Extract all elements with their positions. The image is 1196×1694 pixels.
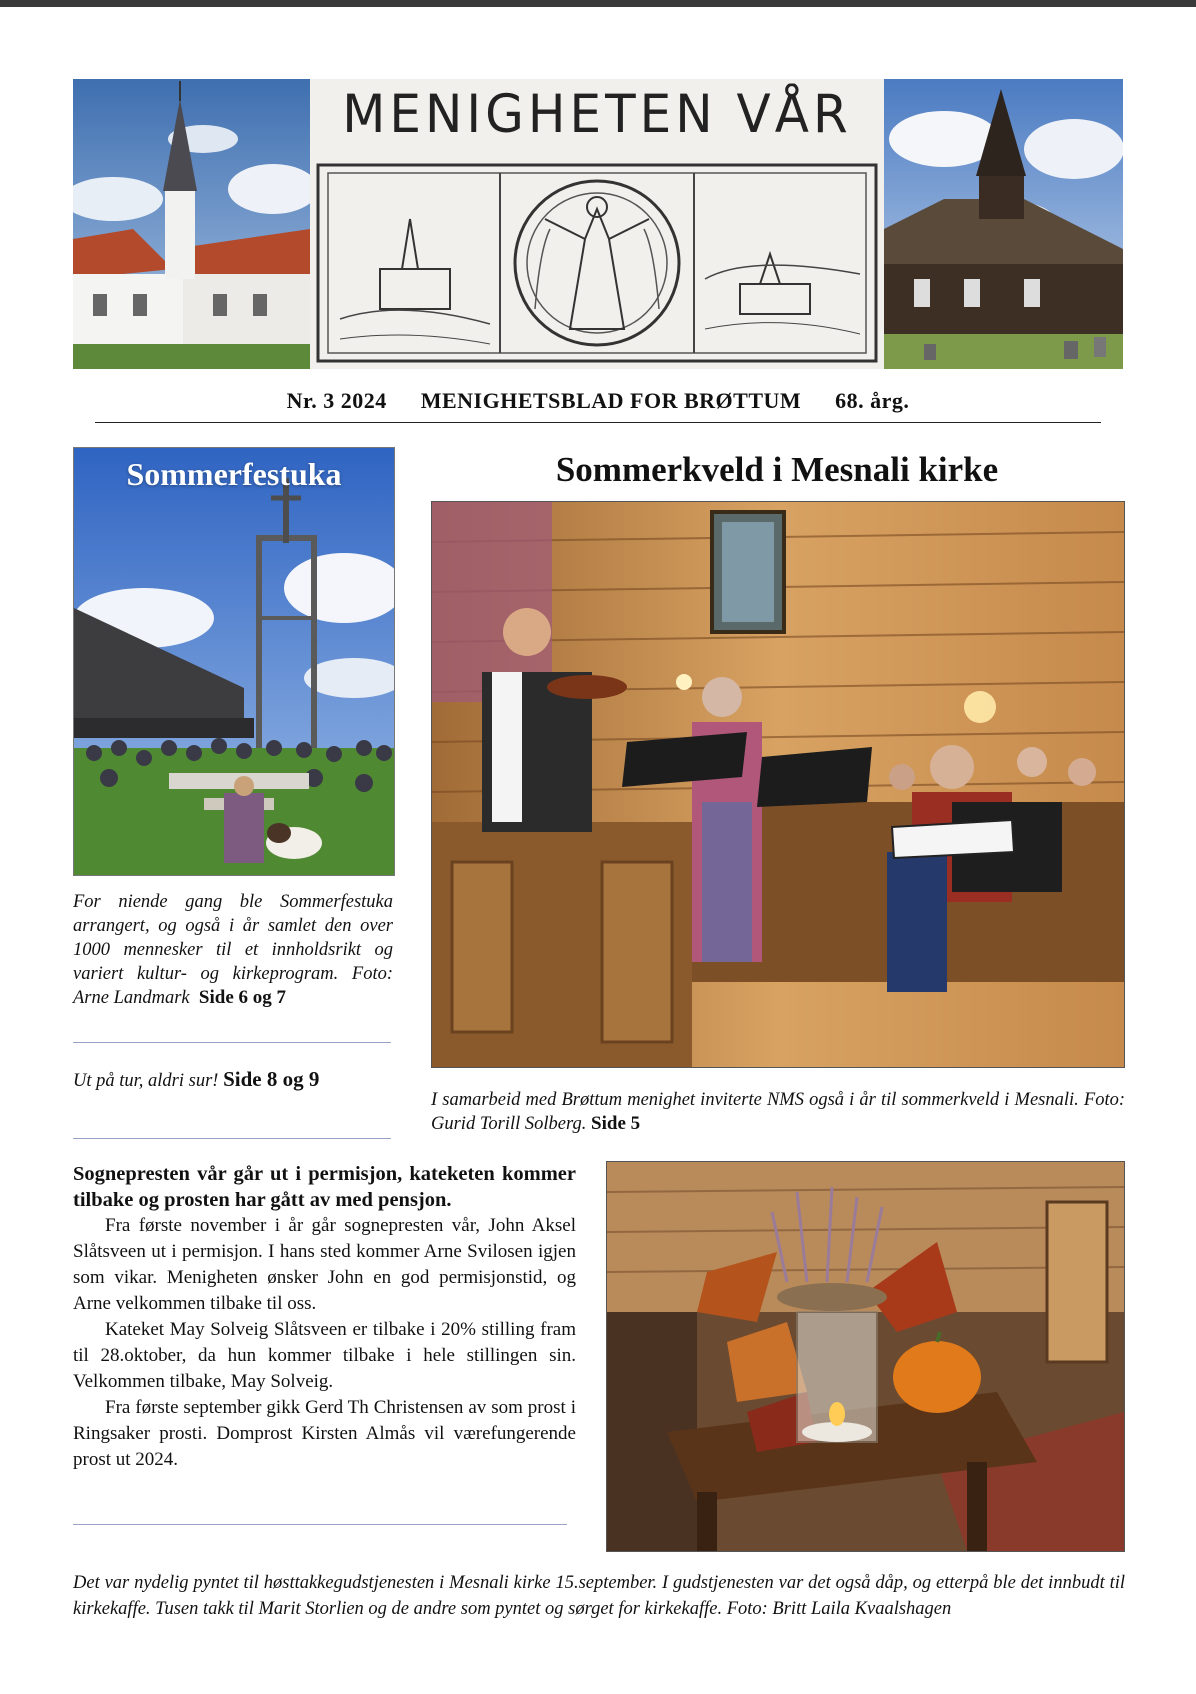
staff-news-article bbox=[73, 1161, 576, 1473]
main-story-caption-text: I samarbeid med Brøttum menighet inviterte NMS også i år til sommerkveld i Mesnali. Foto: Gurid Torill Solberg. bbox=[431, 1090, 1125, 1134]
sommerfestuka-title: Sommerfestuka bbox=[126, 456, 342, 492]
publication-subtitle: MENIGHETSBLAD FOR BRØTTUM bbox=[420, 388, 802, 413]
volume-number: 68. årg. bbox=[835, 388, 910, 413]
article-headline: Sognepresten vår går ut i permisjon, kateketen kommer tilbake og prosten har gått av med pensjon. bbox=[73, 1163, 576, 1211]
article-paragraph: Fra første november i år går sognepresten vår, John Aksel Slåtsveen ut i permisjon. I hans sted kommer Arne Svilosen igjen som vikar. Menigheten ønsker John en god permisjonstid, og Arne velkommen tilbake til oss. bbox=[73, 1215, 576, 1314]
divider-line bbox=[73, 1524, 567, 1525]
main-story-page-ref: Side 5 bbox=[591, 1113, 641, 1134]
masthead-title: MENIGHETEN VÅR bbox=[342, 83, 852, 145]
musicians-in-church-photo bbox=[431, 501, 1125, 1068]
main-headline: Sommerkveld i Mesnali kirke bbox=[555, 450, 999, 489]
page-top-border bbox=[0, 0, 1196, 7]
sommerfestuka-page-ref: Side 6 og 7 bbox=[198, 987, 287, 1008]
divider-line bbox=[73, 1042, 391, 1043]
tur-teaser-text: Ut på tur, aldri sur! bbox=[73, 1071, 219, 1091]
masthead-woodcut bbox=[310, 79, 884, 369]
article-paragraph: Fra første september gikk Gerd Th Christensen av som prost i Ringsaker prosti. Domprost Kirsten Almås vil værefungerende prost ut 2024. bbox=[73, 1397, 576, 1470]
autumn-photo-caption: Det var nydelig pyntet til høsttakkegudstjenesten i Mesnali kirke 15.september. I gudstjenesten var det også dåp, og etterpå ble det innbudt til kirkekaffe. Tusen takk til Marit Storlien og de andre som pyntet og sørget for kirkekaffe. Foto: Britt Laila Kvaalshagen bbox=[73, 1573, 1125, 1619]
autumn-decoration-photo bbox=[606, 1161, 1125, 1552]
sommerfestuka-photo bbox=[73, 447, 395, 876]
article-paragraph: Kateket May Solveig Slåtsveen er tilbake i 20% stilling fram til 28.oktober, da hun kommer tilbake i hele stillingen sin. Velkommen tilbake, May Solveig. bbox=[73, 1319, 576, 1392]
issue-line bbox=[95, 388, 1101, 423]
woodcut-illustration bbox=[310, 159, 884, 369]
stave-church-photo bbox=[884, 79, 1123, 369]
divider-line bbox=[73, 1138, 391, 1139]
tur-teaser bbox=[73, 1067, 393, 1093]
tur-teaser-page-ref: Side 8 og 9 bbox=[223, 1067, 320, 1091]
sommerfestuka-caption-text: For niende gang ble Sommerfestuka arrangert, og også i år samlet den over 1000 mennesker til et innholdsrikt og variert kultur- og kirkeprogram. Foto: Arne Landmark bbox=[73, 892, 393, 1008]
sommerfestuka-caption bbox=[73, 890, 393, 1010]
white-church-photo bbox=[73, 79, 310, 369]
main-story-caption bbox=[431, 1088, 1125, 1136]
issue-number: Nr. 3 2024 bbox=[286, 388, 387, 413]
